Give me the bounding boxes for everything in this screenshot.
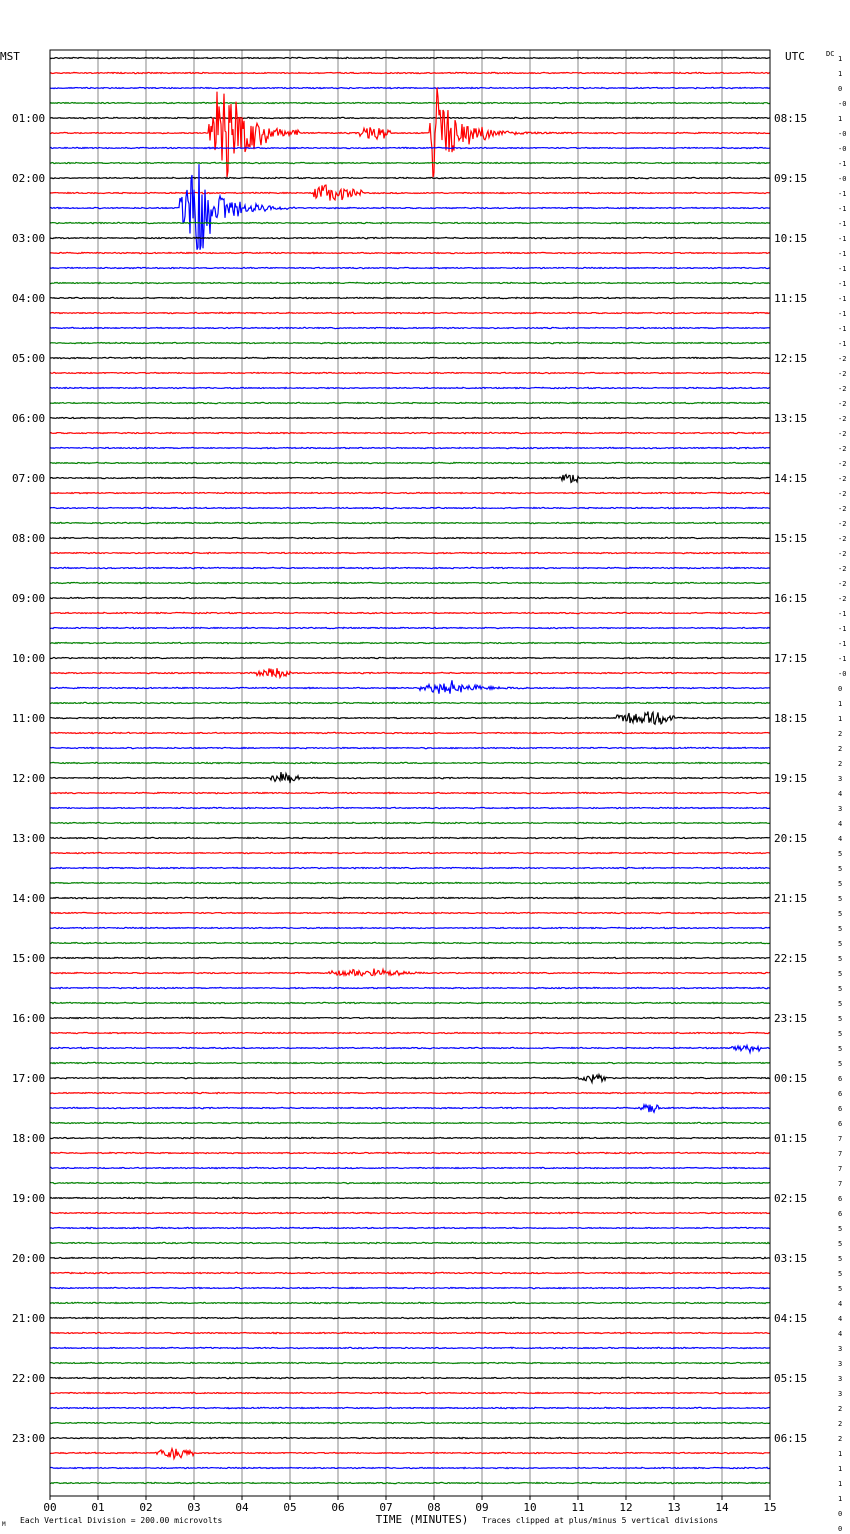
dc-offset-label: -2 [838, 535, 847, 543]
hour-label-mst: 21:00 [12, 1312, 46, 1325]
dc-offset-label: 2 [838, 745, 843, 753]
x-tick-label: 01 [91, 1501, 105, 1514]
hour-label-mst: 02:00 [12, 172, 46, 185]
dc-offset-label: 5 [838, 850, 843, 858]
dc-offset-label: -2 [838, 415, 847, 423]
hour-label-mst: 03:00 [12, 232, 46, 245]
dc-offset-label: 6 [838, 1195, 843, 1203]
hour-label-utc: 00:15 [774, 1072, 808, 1085]
x-tick-label: 04 [235, 1501, 249, 1514]
hour-label-utc: 04:15 [774, 1312, 808, 1325]
hour-label-mst: 06:00 [12, 412, 46, 425]
dc-offset-label: -1 [838, 235, 847, 243]
dc-offset-label: 7 [838, 1135, 843, 1143]
dc-offset-label: 1 [838, 115, 843, 123]
dc-offset-label: 6 [838, 1105, 843, 1113]
hour-label-utc: 20:15 [774, 832, 808, 845]
dc-offset-label: -2 [838, 580, 847, 588]
dc-offset-label: 2 [838, 730, 843, 738]
dc-offset-label: 3 [838, 1345, 843, 1353]
hour-label-utc: 21:15 [774, 892, 808, 905]
dc-offset-label: -2 [838, 460, 847, 468]
dc-offset-label: 1 [838, 1480, 843, 1488]
trace-line [50, 1182, 770, 1183]
dc-offset-label: 4 [838, 1315, 843, 1323]
hour-label-utc: 16:15 [774, 592, 808, 605]
dc-offset-label: -2 [838, 505, 847, 513]
trace-line [50, 1482, 770, 1483]
hour-label-mst: 04:00 [12, 292, 46, 305]
dc-offset-label: 1 [838, 1495, 843, 1503]
dc-offset-label: -2 [838, 475, 847, 483]
dc-offset-label: 4 [838, 790, 843, 798]
hour-label-utc: 08:15 [774, 112, 808, 125]
hour-label-utc: 09:15 [774, 172, 808, 185]
dc-offset-label: 5 [838, 925, 843, 933]
dc-offset-label: 5 [838, 1225, 843, 1233]
dc-offset-label: -1 [838, 625, 847, 633]
hour-label-utc: 01:15 [774, 1132, 808, 1145]
trace-line [50, 1152, 770, 1153]
hour-label-utc: 19:15 [774, 772, 808, 785]
dc-offset-label: 4 [838, 835, 843, 843]
hour-label-mst: 19:00 [12, 1192, 46, 1205]
dc-offset-label: 6 [838, 1090, 843, 1098]
dc-offset-label: 1 [838, 70, 843, 78]
x-axis-title: TIME (MINUTES) [375, 1513, 469, 1526]
dc-offset-label: -1 [838, 340, 847, 348]
dc-offset-label: -2 [838, 430, 847, 438]
dc-offset-label: 1 [838, 1450, 843, 1458]
dc-offset-label: 3 [838, 775, 843, 783]
dc-offset-label: -2 [838, 565, 847, 573]
x-tick-label: 11 [571, 1501, 585, 1514]
hour-label-mst: 11:00 [12, 712, 46, 725]
dc-offset-label: -2 [838, 550, 847, 558]
dc-offset-label: 6 [838, 1210, 843, 1218]
dc-offset-label: 5 [838, 955, 843, 963]
dc-offset-label: -0 [838, 175, 847, 183]
dc-offset-label: 7 [838, 1150, 843, 1158]
right-timezone-label: UTC [785, 50, 805, 63]
dc-offset-label: -0 [838, 145, 847, 153]
hour-label-utc: 03:15 [774, 1252, 808, 1265]
hour-label-mst: 12:00 [12, 772, 46, 785]
dc-offset-label: -2 [838, 355, 847, 363]
x-tick-label: 02 [139, 1501, 153, 1514]
dc-offset-label: 6 [838, 1075, 843, 1083]
hour-label-mst: 10:00 [12, 652, 46, 665]
dc-offset-label: -1 [838, 295, 847, 303]
dc-offset-label: 5 [838, 1255, 843, 1263]
scale-note: Each Vertical Division = 200.00 microvolts [20, 1516, 223, 1525]
hour-label-mst: 13:00 [12, 832, 46, 845]
dc-offset-label: -2 [838, 385, 847, 393]
dc-offset-label: 5 [838, 1060, 843, 1068]
dc-offset-label: 5 [838, 970, 843, 978]
dc-offset-label: 5 [838, 1015, 843, 1023]
hour-label-mst: 17:00 [12, 1072, 46, 1085]
hour-label-utc: 17:15 [774, 652, 808, 665]
dc-offset-label: 5 [838, 985, 843, 993]
dc-offset-label: 2 [838, 760, 843, 768]
dc-offset-label: -1 [838, 280, 847, 288]
corner-mark: M [2, 1521, 6, 1528]
dc-offset-label: -2 [838, 490, 847, 498]
dc-offset-label: -0 [838, 100, 847, 108]
x-tick-label: 06 [331, 1501, 345, 1514]
dc-offset-label: 0 [838, 1525, 843, 1533]
hour-label-utc: 15:15 [774, 532, 808, 545]
hour-label-utc: 12:15 [774, 352, 808, 365]
x-tick-label: 09 [475, 1501, 489, 1514]
hour-label-utc: 06:15 [774, 1432, 808, 1445]
dc-offset-label: 3 [838, 1360, 843, 1368]
hour-label-mst: 23:00 [12, 1432, 46, 1445]
dc-offset-label: 4 [838, 820, 843, 828]
dc-offset-label: -1 [838, 205, 847, 213]
dc-offset-label: 5 [838, 1240, 843, 1248]
hour-label-utc: 10:15 [774, 232, 808, 245]
dc-offset-label: -1 [838, 640, 847, 648]
trace-line [50, 612, 770, 613]
hour-label-mst: 05:00 [12, 352, 46, 365]
dc-offset-label: 1 [838, 700, 843, 708]
dc-offset-label: 5 [838, 895, 843, 903]
dc-offset-label: 5 [838, 1285, 843, 1293]
dc-offset-label: 2 [838, 1405, 843, 1413]
dc-offset-label: -2 [838, 595, 847, 603]
dc-offset-label: -0 [838, 130, 847, 138]
left-timezone-label: MST [0, 50, 20, 63]
dc-offset-label: 5 [838, 1270, 843, 1278]
dc-offset-label: 2 [838, 1420, 843, 1428]
hour-label-mst: 16:00 [12, 1012, 46, 1025]
dc-offset-label: -2 [838, 520, 847, 528]
dc-offset-label: 3 [838, 1390, 843, 1398]
x-tick-label: 13 [667, 1501, 681, 1514]
dc-offset-label: 0 [838, 1510, 843, 1518]
dc-offset-label: 5 [838, 1000, 843, 1008]
hour-label-utc: 23:15 [774, 1012, 808, 1025]
dc-offset-label: -1 [838, 250, 847, 258]
x-tick-label: 10 [523, 1501, 537, 1514]
dc-offset-label: 1 [838, 55, 843, 63]
hour-label-utc: 13:15 [774, 412, 808, 425]
hour-label-mst: 22:00 [12, 1372, 46, 1385]
x-tick-label: 00 [43, 1501, 57, 1514]
dc-label: DC [826, 50, 835, 58]
dc-offset-label: -2 [838, 445, 847, 453]
hour-label-mst: 08:00 [12, 532, 46, 545]
dc-offset-label: -1 [838, 160, 847, 168]
dc-offset-label: 7 [838, 1165, 843, 1173]
hour-label-utc: 14:15 [774, 472, 808, 485]
dc-offset-label: -1 [838, 220, 847, 228]
hour-label-utc: 05:15 [774, 1372, 808, 1385]
hour-label-utc: 02:15 [774, 1192, 808, 1205]
x-tick-label: 14 [715, 1501, 729, 1514]
dc-offset-label: 3 [838, 805, 843, 813]
hour-label-utc: 18:15 [774, 712, 808, 725]
dc-offset-label: 6 [838, 1120, 843, 1128]
dc-offset-label: 5 [838, 865, 843, 873]
hour-label-mst: 01:00 [12, 112, 46, 125]
dc-offset-label: -2 [838, 370, 847, 378]
clip-note: Traces clipped at plus/minus 5 vertical divisions [482, 1516, 719, 1525]
x-tick-label: 15 [763, 1501, 777, 1514]
dc-offset-label: 0 [838, 685, 843, 693]
dc-offset-label: -1 [838, 265, 847, 273]
dc-offset-label: -1 [838, 325, 847, 333]
dc-offset-label: -0 [838, 670, 847, 678]
x-tick-label: 12 [619, 1501, 633, 1514]
dc-offset-label: 5 [838, 910, 843, 918]
dc-offset-label: 1 [838, 715, 843, 723]
dc-offset-label: -1 [838, 190, 847, 198]
dc-offset-label: -1 [838, 655, 847, 663]
x-tick-label: 07 [379, 1501, 393, 1514]
hour-label-mst: 09:00 [12, 592, 46, 605]
dc-offset-label: -2 [838, 400, 847, 408]
x-tick-label: 08 [427, 1501, 441, 1514]
dc-offset-label: 4 [838, 1300, 843, 1308]
dc-offset-label: 7 [838, 1180, 843, 1188]
hour-label-mst: 18:00 [12, 1132, 46, 1145]
dc-offset-label: -1 [838, 610, 847, 618]
dc-offset-label: 3 [838, 1375, 843, 1383]
dc-offset-label: 1 [838, 1465, 843, 1473]
dc-offset-label: 2 [838, 1435, 843, 1443]
hour-label-utc: 11:15 [774, 292, 808, 305]
dc-offset-label: 4 [838, 1330, 843, 1338]
hour-label-mst: 20:00 [12, 1252, 46, 1265]
dc-offset-label: 5 [838, 1045, 843, 1053]
dc-offset-label: 0 [838, 85, 843, 93]
hour-label-mst: 15:00 [12, 952, 46, 965]
x-tick-label: 05 [283, 1501, 297, 1514]
dc-offset-label: 5 [838, 940, 843, 948]
dc-offset-label: 5 [838, 880, 843, 888]
hour-label-mst: 14:00 [12, 892, 46, 905]
hour-label-mst: 07:00 [12, 472, 46, 485]
hour-label-utc: 22:15 [774, 952, 808, 965]
x-tick-label: 03 [187, 1501, 201, 1514]
dc-offset-label: 5 [838, 1030, 843, 1038]
dc-offset-label: -1 [838, 310, 847, 318]
